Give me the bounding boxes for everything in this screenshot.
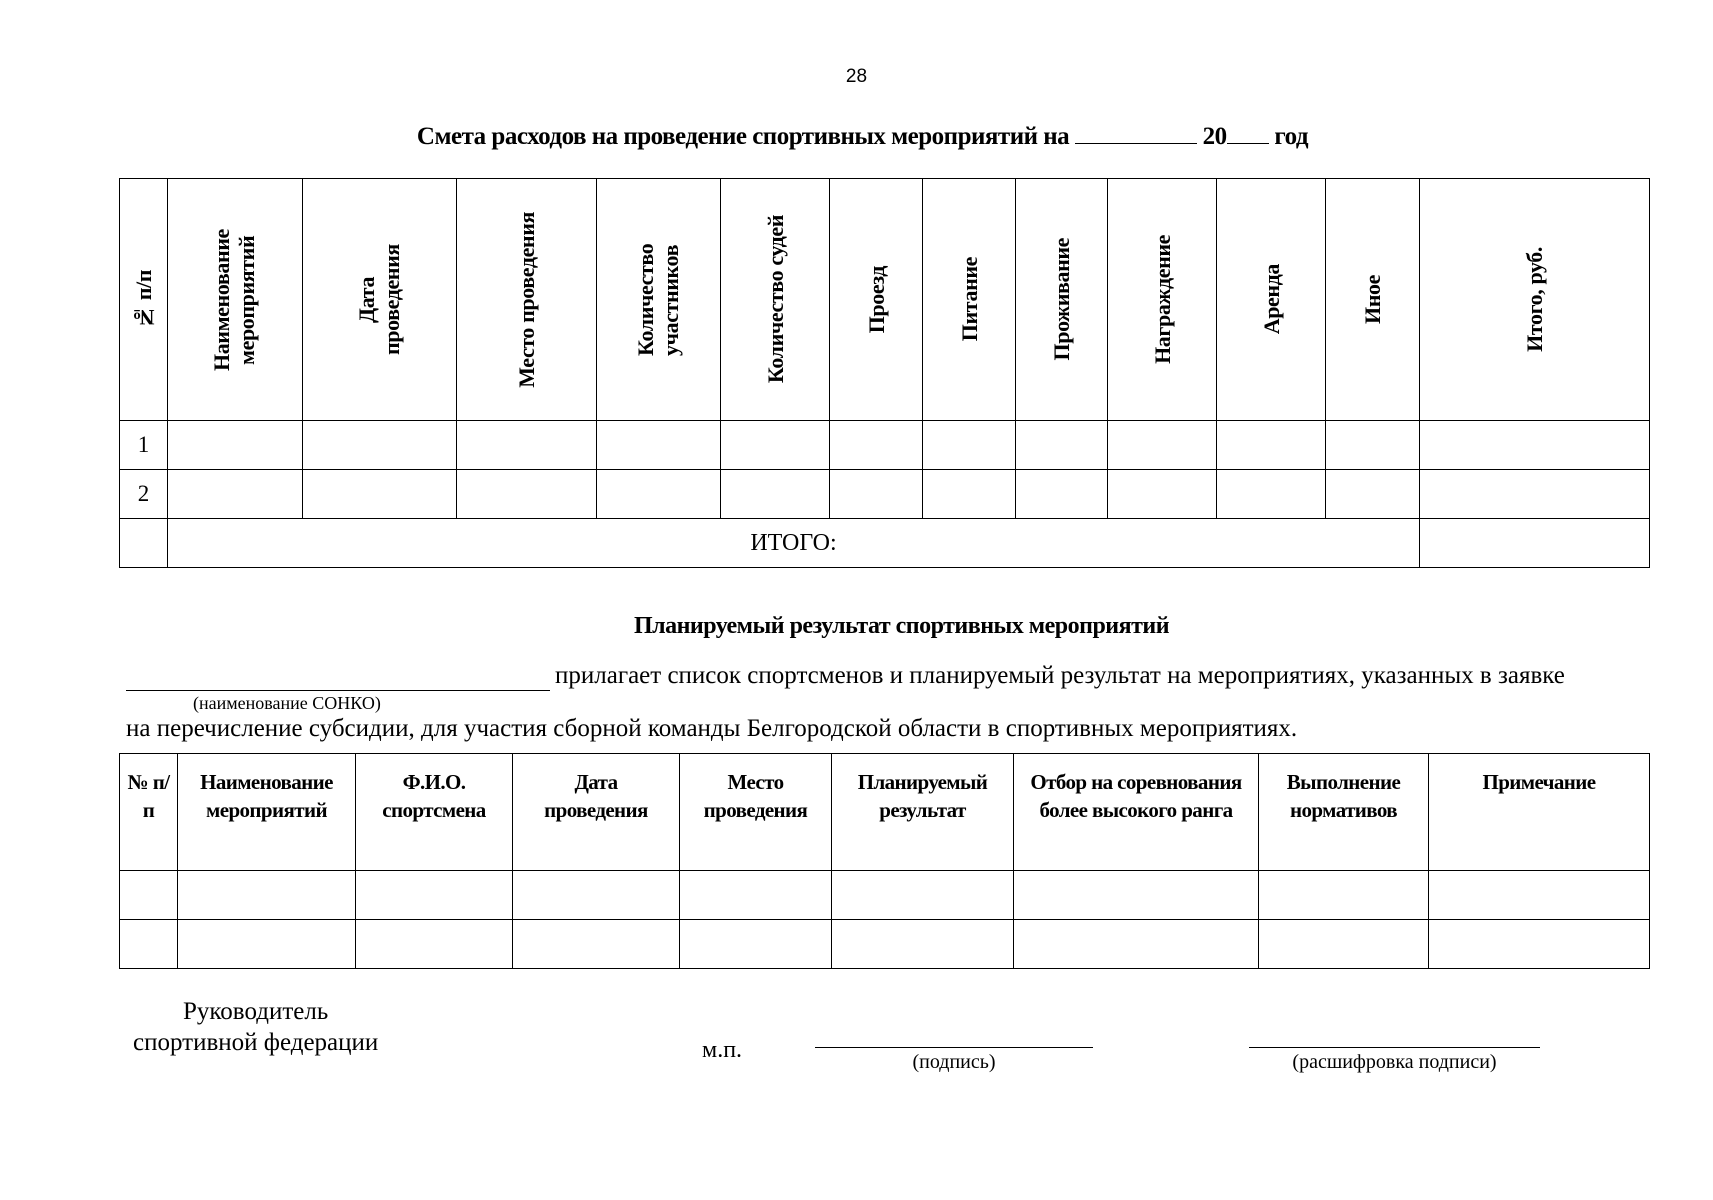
table-row — [120, 470, 1650, 519]
estimate-col-total — [1420, 179, 1650, 421]
results-col-event-name: Наименование мероприятий — [178, 754, 356, 871]
table-cell[interactable] — [303, 470, 457, 519]
table-cell[interactable] — [832, 871, 1014, 920]
table-cell[interactable] — [457, 470, 597, 519]
table-cell[interactable] — [178, 920, 356, 969]
results-table — [119, 753, 1650, 969]
table-cell[interactable] — [1259, 871, 1429, 920]
results-col-number: № п/п — [120, 754, 178, 871]
table-cell[interactable] — [923, 470, 1016, 519]
estimate-col-travel-label: Проезд — [863, 265, 889, 334]
table-cell[interactable] — [1429, 871, 1650, 920]
estimate-title — [300, 123, 1425, 151]
results-col-standards: Выполнение нормативов — [1259, 754, 1429, 871]
signature-line[interactable] — [815, 1047, 1093, 1048]
estimate-col-rent-label: Аренда — [1258, 264, 1284, 335]
signatory-role-line2: спортивной федерации — [133, 1029, 379, 1056]
results-col-date: Дата проведения — [513, 754, 680, 871]
table-cell[interactable] — [1259, 920, 1429, 969]
estimate-col-other — [1326, 179, 1420, 421]
estimate-col-awards-label: Награждение — [1149, 235, 1175, 364]
estimate-col-judges-label: Количество судей — [762, 215, 788, 384]
results-paragraph-line1: прилагает список спортсменов и планируемый результат на мероприятиях, указанных в заявке — [555, 662, 1565, 689]
table-cell[interactable] — [830, 421, 923, 470]
table-cell[interactable] — [1217, 421, 1326, 470]
table-row — [120, 920, 1650, 969]
signature-caption: (подпись) — [912, 1051, 996, 1073]
period-blank — [1075, 125, 1197, 144]
table-cell[interactable] — [1016, 470, 1108, 519]
results-col-planned-result: Планируемый результат — [832, 754, 1014, 871]
estimate-col-accommodation — [1016, 179, 1108, 421]
page-number: 28 — [845, 66, 868, 87]
results-col-notes: Примечание — [1429, 754, 1650, 871]
table-cell[interactable] — [303, 421, 457, 470]
signatory-role-line1: Руководитель — [183, 998, 329, 1025]
estimate-col-travel — [830, 179, 923, 421]
table-cell[interactable] — [1429, 920, 1650, 969]
total-value-cell[interactable] — [1420, 519, 1650, 568]
table-cell[interactable] — [1420, 421, 1650, 470]
table-cell[interactable] — [1326, 421, 1420, 470]
estimate-col-date-label: Дата проведения — [353, 244, 404, 355]
estimate-col-number-label: № п/п — [131, 269, 156, 330]
results-title: Планируемый результат спортивных мероприятий — [633, 613, 1170, 639]
results-col-venue: Место проведения — [680, 754, 832, 871]
table-cell[interactable] — [120, 871, 178, 920]
estimate-col-total-label: Итого, руб. — [1522, 247, 1547, 352]
estimate-col-food — [923, 179, 1016, 421]
table-cell[interactable] — [597, 470, 721, 519]
table-cell[interactable] — [168, 421, 303, 470]
estimate-col-venue-label: Место проведения — [514, 211, 539, 388]
estimate-title-text: Смета расходов на проведение спортивных мероприятий на — [416, 123, 1070, 150]
table-cell[interactable] — [356, 871, 513, 920]
organization-name-blank[interactable] — [126, 690, 550, 691]
table-cell[interactable] — [1217, 470, 1326, 519]
table-cell[interactable] — [120, 920, 178, 969]
year-prefix: 20 — [1202, 123, 1227, 150]
table-cell[interactable] — [830, 470, 923, 519]
table-cell[interactable] — [721, 421, 830, 470]
table-cell[interactable] — [1014, 871, 1259, 920]
table-cell[interactable] — [1326, 470, 1420, 519]
estimate-header-row — [120, 179, 1650, 421]
table-cell[interactable] — [680, 920, 832, 969]
estimate-col-food-label: Питание — [956, 257, 982, 342]
row-number: 2 — [120, 470, 168, 519]
table-cell — [120, 519, 168, 568]
estimate-col-participants — [597, 179, 721, 421]
estimate-col-venue — [457, 179, 597, 421]
year-blank — [1227, 125, 1269, 144]
table-cell[interactable] — [178, 871, 356, 920]
table-cell[interactable] — [1016, 421, 1108, 470]
signatory-role — [133, 996, 378, 1058]
table-cell[interactable] — [680, 871, 832, 920]
total-row — [120, 519, 1650, 568]
total-label: ИТОГО: — [168, 519, 1420, 568]
table-cell[interactable] — [513, 871, 680, 920]
table-cell[interactable] — [832, 920, 1014, 969]
results-paragraph-line2: на перечисление субсидии, для участия сборной команды Белгородской области в спортивных мероприятиях. — [126, 715, 1298, 742]
estimate-col-other-label: Иное — [1360, 275, 1385, 324]
estimate-table — [119, 178, 1650, 568]
table-cell[interactable] — [168, 470, 303, 519]
row-number: 1 — [120, 421, 168, 470]
estimate-col-rent — [1217, 179, 1326, 421]
results-col-athlete-name: Ф.И.О. спортсмена — [356, 754, 513, 871]
estimate-col-awards — [1108, 179, 1217, 421]
table-cell[interactable] — [1108, 421, 1217, 470]
table-row — [120, 871, 1650, 920]
table-cell[interactable] — [923, 421, 1016, 470]
signature-transcript-caption: (расшифровка подписи) — [1292, 1051, 1497, 1073]
estimate-col-participants-label: Количество участников — [632, 243, 683, 356]
estimate-col-date — [303, 179, 457, 421]
table-row — [120, 421, 1650, 470]
estimate-col-accommodation-label: Проживание — [1049, 238, 1074, 361]
estimate-col-number — [120, 179, 168, 421]
results-header-row — [120, 754, 1650, 871]
organization-name-caption: (наименование СОНКО) — [193, 693, 381, 713]
estimate-col-event-name-label: Наименование мероприятий — [209, 228, 259, 371]
signature-transcript-line[interactable] — [1249, 1047, 1540, 1048]
estimate-title-year-word: год — [1274, 123, 1309, 150]
table-cell[interactable] — [1420, 470, 1650, 519]
stamp-place-label: м.п. — [702, 1037, 743, 1063]
estimate-col-judges — [721, 179, 830, 421]
table-cell[interactable] — [356, 920, 513, 969]
table-cell[interactable] — [457, 421, 597, 470]
results-col-selection: Отбор на соревнования более высокого ранга — [1014, 754, 1259, 871]
table-cell[interactable] — [597, 421, 721, 470]
table-cell[interactable] — [513, 920, 680, 969]
estimate-col-event-name — [168, 179, 303, 421]
table-cell[interactable] — [1108, 470, 1217, 519]
table-cell[interactable] — [1014, 920, 1259, 969]
table-cell[interactable] — [721, 470, 830, 519]
